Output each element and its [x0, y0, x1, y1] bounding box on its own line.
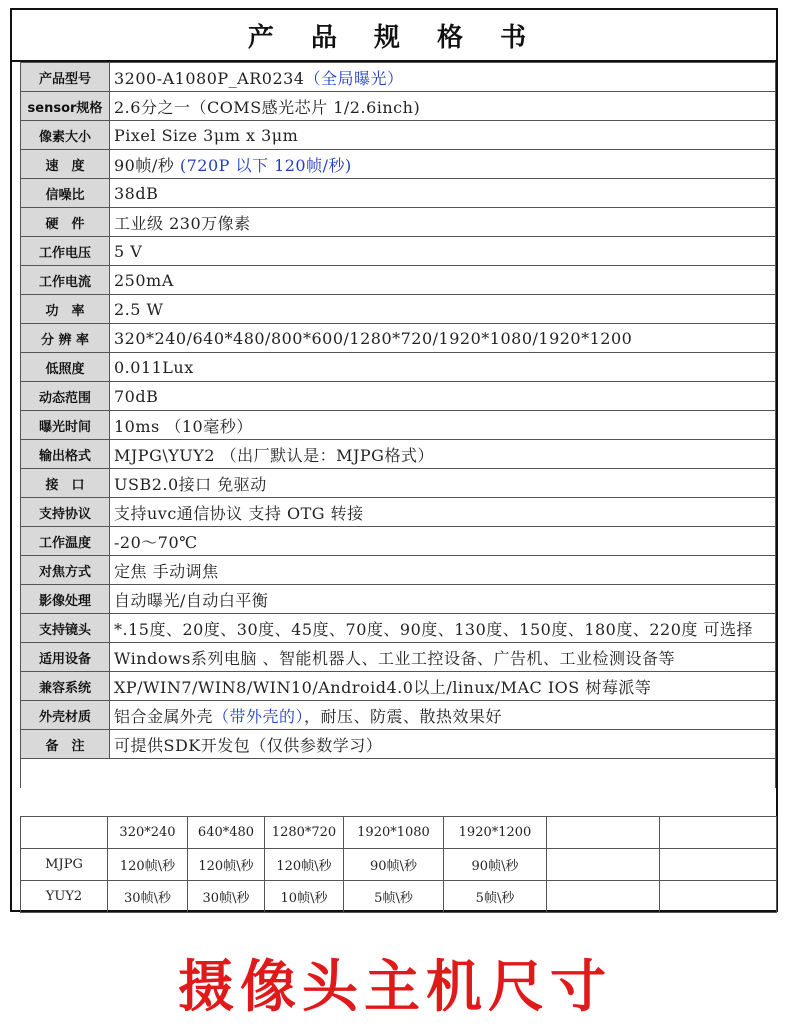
- camera-dimensions-heading: 摄像头主机尺寸: [178, 955, 612, 1020]
- spec-value: [110, 353, 776, 382]
- performance-column-header: [660, 817, 777, 849]
- spec-row: [21, 63, 776, 92]
- spec-row: [21, 411, 776, 440]
- spec-label: 工作电压: [21, 237, 110, 266]
- performance-cell: 90帧\秒: [444, 849, 547, 881]
- spec-row: [21, 701, 776, 730]
- spec-row: [21, 121, 776, 150]
- spec-label: sensor规格: [21, 92, 110, 121]
- performance-table: [20, 816, 777, 913]
- performance-header-row: [21, 817, 777, 849]
- spec-value: [110, 643, 776, 672]
- spec-value: [110, 556, 776, 585]
- spec-value: [110, 266, 776, 295]
- spec-row: [21, 498, 776, 527]
- spec-row: [21, 237, 776, 266]
- performance-row: [21, 849, 777, 881]
- performance-cell: [660, 849, 777, 881]
- performance-cell: 30帧\秒: [188, 881, 265, 913]
- spec-value-text: Windows系列电脑 、智能机器人、工业工控设备、广告机、工业检测设备等: [114, 648, 675, 668]
- spec-value-text: 工业级 230万像素: [114, 213, 251, 233]
- spec-row: [21, 556, 776, 585]
- spec-row: [21, 324, 776, 353]
- spec-value: [110, 411, 776, 440]
- performance-cell: 120帧\秒: [265, 849, 344, 881]
- spec-value: [110, 672, 776, 701]
- performance-cell: 30帧\秒: [108, 881, 188, 913]
- spec-value: [110, 701, 776, 730]
- performance-cell: 90帧\秒: [344, 849, 444, 881]
- spec-value: [110, 527, 776, 556]
- spec-value-text: 2.5 W: [114, 299, 164, 319]
- spec-value: [110, 121, 776, 150]
- spec-label: 备 注: [21, 730, 110, 759]
- spec-label: 影像处理: [21, 585, 110, 614]
- spec-row: [21, 643, 776, 672]
- spec-value-text: 250mA: [114, 270, 174, 290]
- spec-value: [110, 730, 776, 759]
- spec-value-text: 10ms （10毫秒）: [114, 416, 253, 436]
- spec-value: [110, 585, 776, 614]
- performance-row-format: YUY2: [21, 881, 108, 913]
- spacer-row: [21, 759, 776, 788]
- spec-label: 分 辨 率: [21, 324, 110, 353]
- spec-value-text: Pixel Size 3μm x 3μm: [114, 125, 299, 145]
- spec-value-text: 支持uvc通信协议 支持 OTG 转接: [114, 503, 364, 523]
- spec-value-highlight: （带外壳的）: [213, 706, 305, 726]
- spec-row: [21, 585, 776, 614]
- spec-value: [110, 92, 776, 121]
- spec-value-text: USB2.0接口 免驱动: [114, 474, 267, 494]
- spec-value-text: 自动曝光/自动白平衡: [114, 590, 269, 610]
- spec-value-text: 定焦 手动调焦: [114, 561, 219, 581]
- spec-value: [110, 440, 776, 469]
- spec-value-text: 320*240/640*480/800*600/1280*720/1920*1080/1920*1200: [114, 328, 633, 348]
- spec-value: [110, 63, 776, 92]
- spec-label: 像素大小: [21, 121, 110, 150]
- spec-value-text: 38dB: [114, 183, 159, 203]
- spec-row: [21, 150, 776, 179]
- spec-value-highlight: （全局曝光）: [304, 68, 404, 88]
- spec-value-suffix: ，耐压、防震、散热效果好: [304, 706, 503, 726]
- spec-value-text: *.15度、20度、30度、45度、70度、90度、130度、150度、180度、220度 可选择: [114, 619, 753, 639]
- performance-row-format: MJPG: [21, 849, 108, 881]
- spec-label: 曝光时间: [21, 411, 110, 440]
- spec-value: [110, 237, 776, 266]
- spec-row: [21, 295, 776, 324]
- spec-label: 工作电流: [21, 266, 110, 295]
- spec-row: [21, 469, 776, 498]
- spec-label: 接 口: [21, 469, 110, 498]
- spec-row: [21, 208, 776, 237]
- spec-value-text: 可提供SDK开发包（仅供参数学习）: [114, 735, 383, 755]
- spec-value-text: 铝合金属外壳: [114, 706, 214, 726]
- spec-row: [21, 730, 776, 759]
- spec-value: [110, 295, 776, 324]
- spec-label: 速 度: [21, 150, 110, 179]
- spec-value: [110, 179, 776, 208]
- performance-row: [21, 881, 777, 913]
- spec-row: [21, 353, 776, 382]
- spec-value-text: XP/WIN7/WIN8/WIN10/Android4.0以上/linux/MAC IOS 树莓派等: [114, 677, 652, 697]
- spec-row: [21, 266, 776, 295]
- performance-cell: [547, 881, 660, 913]
- spec-table: [20, 62, 776, 788]
- performance-column-header: 1920*1200: [444, 817, 547, 849]
- spec-label: 信噪比: [21, 179, 110, 208]
- spec-row: [21, 440, 776, 469]
- spec-row: [21, 179, 776, 208]
- spec-value-text: -20～70℃: [114, 532, 198, 552]
- performance-column-header: 320*240: [108, 817, 188, 849]
- performance-cell: 120帧\秒: [108, 849, 188, 881]
- spec-value-text: 70dB: [114, 386, 159, 406]
- performance-cell: [547, 849, 660, 881]
- spec-row: [21, 672, 776, 701]
- spec-value-text: 5 V: [114, 241, 143, 261]
- spec-label: 产品型号: [21, 63, 110, 92]
- spec-row: [21, 527, 776, 556]
- spec-value: [110, 324, 776, 353]
- spec-row: [21, 614, 776, 643]
- spec-label: 工作温度: [21, 527, 110, 556]
- spec-value: [110, 469, 776, 498]
- spec-value-text: 3200-A1080P_AR0234: [114, 68, 305, 88]
- performance-cell: 5帧\秒: [444, 881, 547, 913]
- spec-value-highlight: (720P 以下 120帧/秒): [179, 155, 352, 175]
- performance-column-header: [21, 817, 108, 849]
- spec-label: 对焦方式: [21, 556, 110, 585]
- spec-value-text: 2.6分之一（COMS感光芯片 1/2.6inch): [114, 97, 421, 117]
- performance-column-header: 1920*1080: [344, 817, 444, 849]
- spec-value: [110, 150, 776, 179]
- spec-value: [110, 498, 776, 527]
- performance-cell: [660, 881, 777, 913]
- spec-value-text: 0.011Lux: [114, 357, 194, 377]
- spec-value: [110, 382, 776, 411]
- spec-label: 适用设备: [21, 643, 110, 672]
- spec-value-text: 90帧/秒: [114, 155, 180, 175]
- sheet-title: 产 品 规 格 书: [12, 10, 776, 62]
- spec-value-text: MJPG\YUY2 （出厂默认是：MJPG格式）: [114, 445, 434, 465]
- spec-label: 动态范围: [21, 382, 110, 411]
- performance-cell: 120帧\秒: [188, 849, 265, 881]
- performance-cell: 10帧\秒: [265, 881, 344, 913]
- spec-value: [110, 208, 776, 237]
- spec-row: [21, 382, 776, 411]
- spec-label: 功 率: [21, 295, 110, 324]
- performance-cell: 5帧\秒: [344, 881, 444, 913]
- performance-column-header: 640*480: [188, 817, 265, 849]
- performance-column-header: [547, 817, 660, 849]
- spec-label: 低照度: [21, 353, 110, 382]
- spec-label: 支持镜头: [21, 614, 110, 643]
- spec-row: [21, 92, 776, 121]
- spec-label: 硬 件: [21, 208, 110, 237]
- performance-column-header: 1280*720: [265, 817, 344, 849]
- spec-label: 输出格式: [21, 440, 110, 469]
- spec-value: [110, 614, 776, 643]
- spec-label: 支持协议: [21, 498, 110, 527]
- spec-label: 兼容系统: [21, 672, 110, 701]
- spec-label: 外壳材质: [21, 701, 110, 730]
- spec-sheet: [10, 8, 778, 912]
